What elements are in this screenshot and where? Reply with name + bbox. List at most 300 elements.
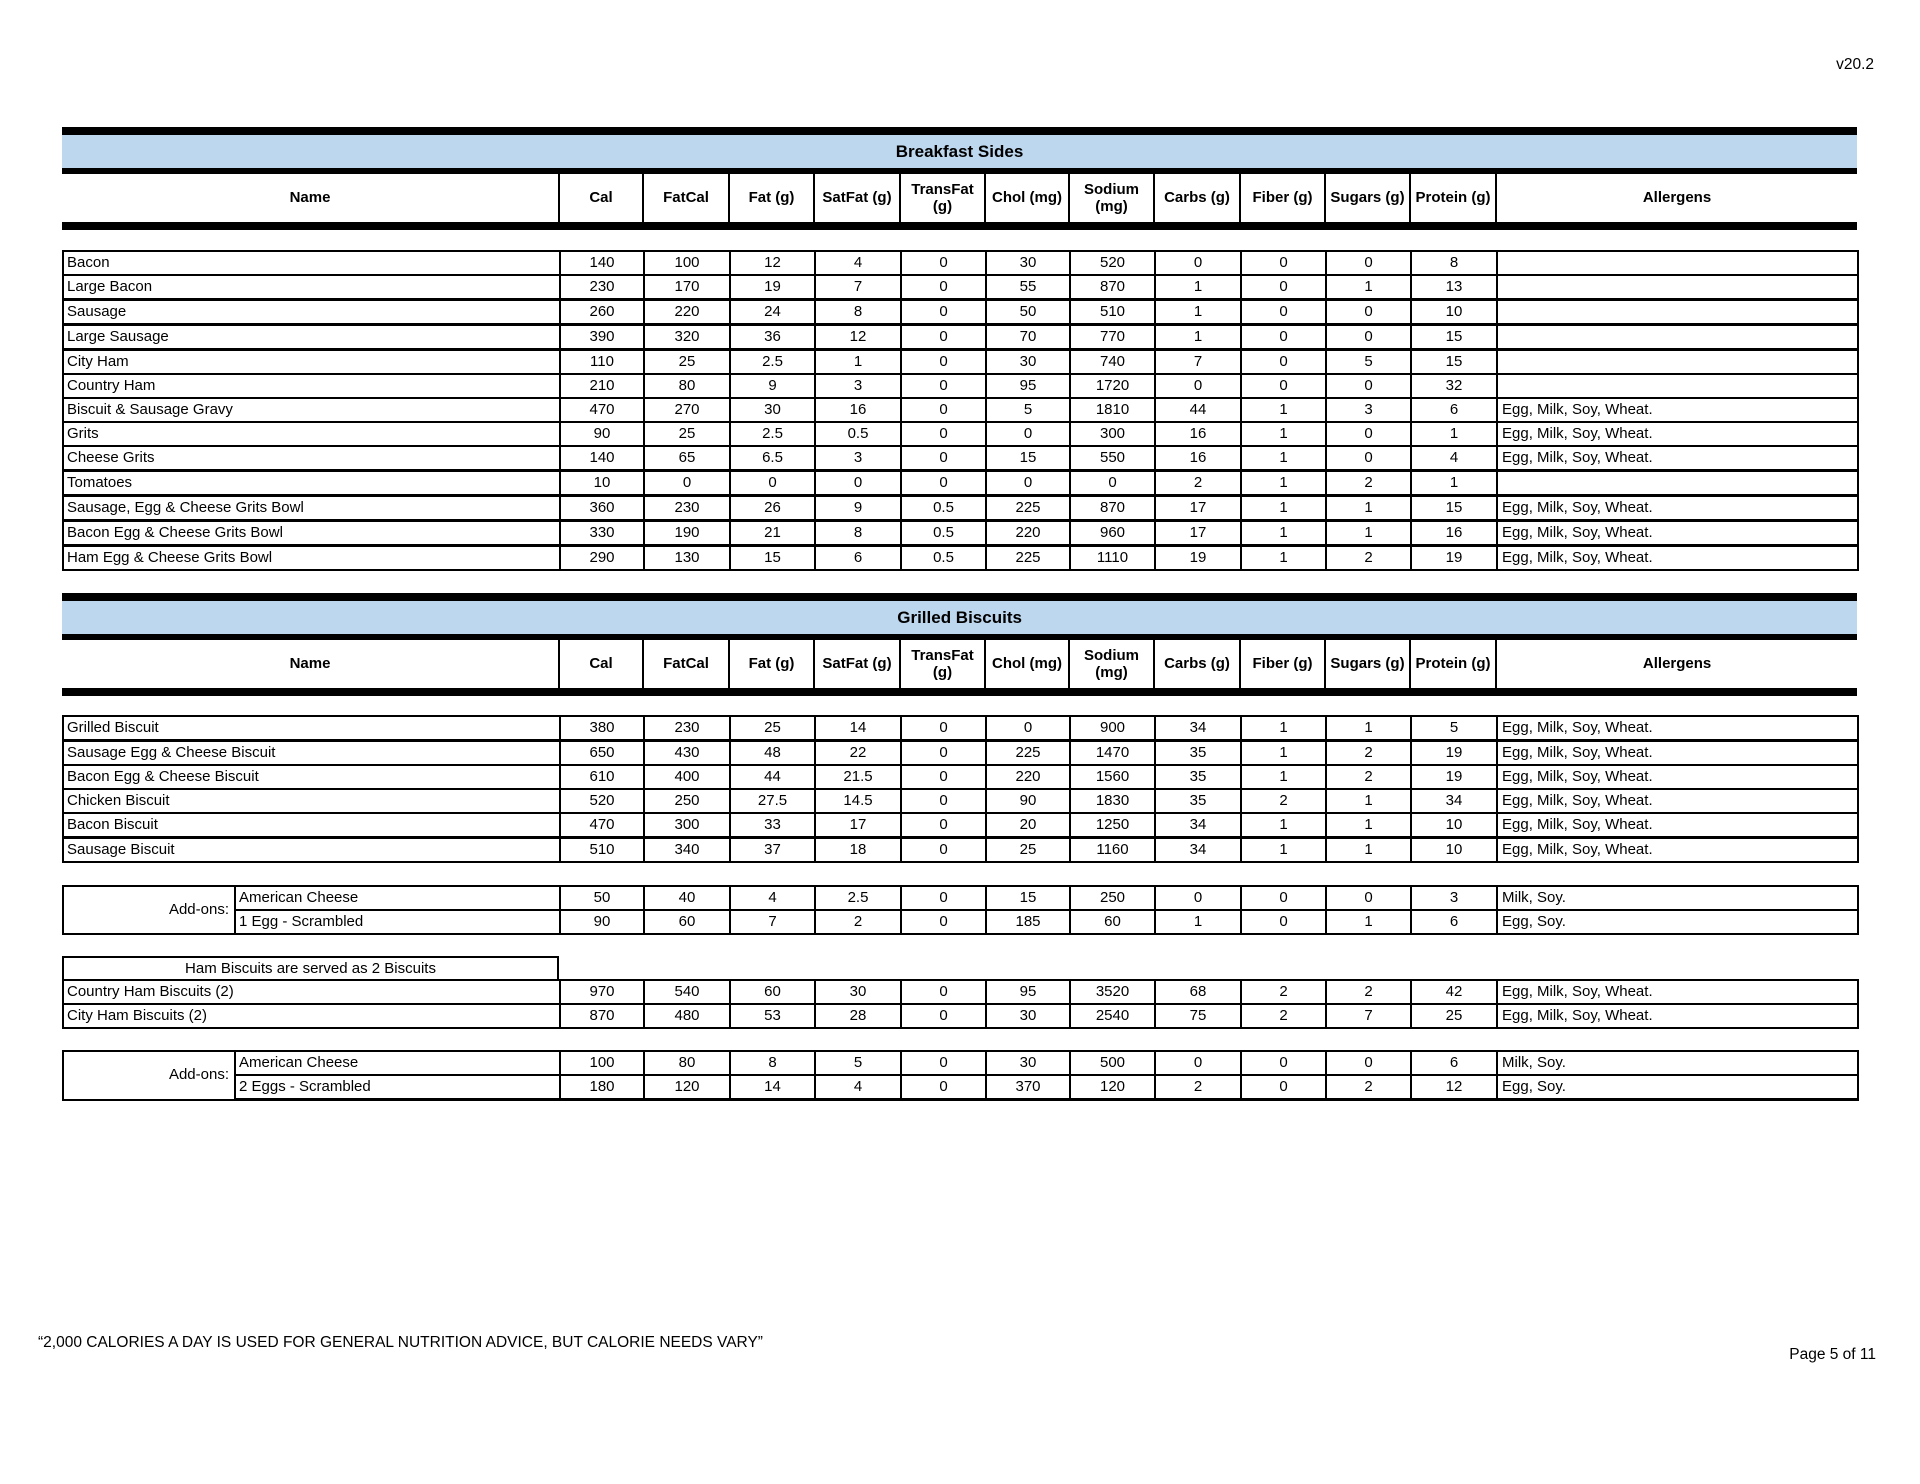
column-header-row: [62, 637, 1857, 692]
cell-transfat-g: 0: [901, 1004, 986, 1028]
cell-fatcal: 80: [644, 1051, 730, 1075]
cell-cal: 100: [560, 1051, 644, 1075]
cell-satfat-g: 14: [815, 716, 901, 741]
table-row: [63, 496, 1858, 521]
cell-fiber-g: 1: [1241, 446, 1326, 471]
cell-sodium-mg: 1560: [1070, 765, 1155, 789]
cell-transfat-g: 0: [901, 275, 986, 300]
cell-cal: 90: [560, 910, 644, 934]
cell-transfat-g: 0: [901, 374, 986, 398]
cell-carbs-g: 2: [1155, 471, 1241, 496]
cell-fatcal: 320: [644, 325, 730, 350]
cell-sodium-mg: 960: [1070, 521, 1155, 546]
cell-fatcal: 230: [644, 496, 730, 521]
cell-fiber-g: 1: [1241, 741, 1326, 766]
cell-chol-mg: 95: [986, 374, 1070, 398]
cell-chol-mg: 30: [986, 1051, 1070, 1075]
cell-name: Grits: [63, 422, 560, 446]
cell-carbs-g: 34: [1155, 838, 1241, 863]
cell-fatcal: 130: [644, 546, 730, 571]
cell-name: Sausage, Egg & Cheese Grits Bowl: [63, 496, 560, 521]
cell-transfat-g: 0: [901, 422, 986, 446]
column-header-satfat-g: SatFat (g): [814, 637, 900, 692]
cell-chol-mg: 30: [986, 251, 1070, 275]
cell-protein-g: 12: [1411, 1075, 1497, 1100]
column-header-sodium-mg: Sodium (mg): [1069, 171, 1154, 226]
table-row: [63, 741, 1858, 766]
cell-allergens: [1497, 374, 1858, 398]
cell-sodium-mg: 1160: [1070, 838, 1155, 863]
column-header-carbs-g: Carbs (g): [1154, 171, 1240, 226]
section-title: Grilled Biscuits: [62, 597, 1857, 637]
cell-sugars-g: 0: [1326, 886, 1411, 910]
cell-cal: 390: [560, 325, 644, 350]
cell-sugars-g: 0: [1326, 374, 1411, 398]
cell-fiber-g: 2: [1241, 1004, 1326, 1028]
cell-carbs-g: 0: [1155, 1051, 1241, 1075]
column-header-fat-g: Fat (g): [729, 171, 814, 226]
column-header-transfat-g: TransFat (g): [900, 171, 985, 226]
cell-satfat-g: 28: [815, 1004, 901, 1028]
cell-item-name: 2 Eggs - Scrambled: [235, 1075, 560, 1100]
page-number: Page 5 of 11: [1789, 1346, 1876, 1363]
cell-fiber-g: 1: [1241, 496, 1326, 521]
cell-fatcal: 400: [644, 765, 730, 789]
cell-carbs-g: 7: [1155, 350, 1241, 375]
cell-fat-g: 21: [730, 521, 815, 546]
table-row: [63, 789, 1858, 813]
table-row: [63, 251, 1858, 275]
version-label: v20.2: [1836, 56, 1874, 73]
table-row: [63, 546, 1858, 571]
cell-name: Bacon Egg & Cheese Grits Bowl: [63, 521, 560, 546]
table-row: [63, 910, 1858, 934]
column-header-cal: Cal: [559, 637, 643, 692]
cell-transfat-g: 0: [901, 741, 986, 766]
cell-chol-mg: 0: [986, 716, 1070, 741]
cell-satfat-g: 3: [815, 446, 901, 471]
cell-transfat-g: 0: [901, 716, 986, 741]
column-header-fiber-g: Fiber (g): [1240, 171, 1325, 226]
cell-name: Large Sausage: [63, 325, 560, 350]
cell-carbs-g: 0: [1155, 251, 1241, 275]
cell-cal: 260: [560, 300, 644, 325]
cell-protein-g: 5: [1411, 716, 1497, 741]
cell-satfat-g: 8: [815, 300, 901, 325]
table-row: [63, 350, 1858, 375]
cell-sodium-mg: 1110: [1070, 546, 1155, 571]
cell-name: Tomatoes: [63, 471, 560, 496]
cell-fatcal: 540: [644, 980, 730, 1004]
cell-fatcal: 120: [644, 1075, 730, 1100]
cell-chol-mg: 55: [986, 275, 1070, 300]
cell-chol-mg: 225: [986, 496, 1070, 521]
column-header-row: [62, 171, 1857, 226]
cell-fiber-g: 2: [1241, 789, 1326, 813]
column-header-sugars-g: Sugars (g): [1325, 637, 1410, 692]
cell-protein-g: 6: [1411, 1051, 1497, 1075]
cell-cal: 610: [560, 765, 644, 789]
cell-sugars-g: 1: [1326, 716, 1411, 741]
cell-cal: 140: [560, 251, 644, 275]
cell-fat-g: 14: [730, 1075, 815, 1100]
cell-sugars-g: 1: [1326, 789, 1411, 813]
cell-protein-g: 1: [1411, 471, 1497, 496]
cell-allergens: Egg, Milk, Soy, Wheat.: [1497, 1004, 1858, 1028]
cell-fat-g: 27.5: [730, 789, 815, 813]
cell-fatcal: 230: [644, 716, 730, 741]
column-header-sugars-g: Sugars (g): [1325, 171, 1410, 226]
column-header-sodium-mg: Sodium (mg): [1069, 637, 1154, 692]
cell-transfat-g: 0: [901, 910, 986, 934]
cell-item-name: American Cheese: [235, 886, 560, 910]
cell-chol-mg: 30: [986, 350, 1070, 375]
cell-fatcal: 25: [644, 422, 730, 446]
cell-allergens: Egg, Milk, Soy, Wheat.: [1497, 838, 1858, 863]
cell-allergens: [1497, 471, 1858, 496]
section-title-row: [62, 131, 1857, 171]
cell-carbs-g: 35: [1155, 765, 1241, 789]
cell-protein-g: 6: [1411, 910, 1497, 934]
cell-cal: 870: [560, 1004, 644, 1028]
cell-name: City Ham Biscuits (2): [63, 1004, 560, 1028]
cell-item-name: 1 Egg - Scrambled: [235, 910, 560, 934]
cell-fiber-g: 1: [1241, 521, 1326, 546]
cell-carbs-g: 0: [1155, 886, 1241, 910]
cell-sodium-mg: 0: [1070, 471, 1155, 496]
cell-fatcal: 40: [644, 886, 730, 910]
cell-name: Bacon: [63, 251, 560, 275]
cell-chol-mg: 20: [986, 813, 1070, 838]
cell-protein-g: 3: [1411, 886, 1497, 910]
cell-fiber-g: 0: [1241, 275, 1326, 300]
cell-sodium-mg: 2540: [1070, 1004, 1155, 1028]
cell-sugars-g: 5: [1326, 350, 1411, 375]
cell-cal: 10: [560, 471, 644, 496]
table-row: [63, 300, 1858, 325]
cell-cal: 210: [560, 374, 644, 398]
cell-chol-mg: 30: [986, 1004, 1070, 1028]
cell-name: Ham Egg & Cheese Grits Bowl: [63, 546, 560, 571]
cell-allergens: Egg, Milk, Soy, Wheat.: [1497, 398, 1858, 422]
addons-label: Add-ons:: [63, 1051, 235, 1100]
cell-transfat-g: 0: [901, 813, 986, 838]
cell-fiber-g: 0: [1241, 910, 1326, 934]
column-header-allergens: Allergens: [1496, 637, 1857, 692]
cell-carbs-g: 34: [1155, 813, 1241, 838]
cell-fatcal: 220: [644, 300, 730, 325]
cell-protein-g: 15: [1411, 350, 1497, 375]
table-row: [63, 716, 1858, 741]
cell-allergens: Milk, Soy.: [1497, 886, 1858, 910]
cell-protein-g: 15: [1411, 496, 1497, 521]
cell-protein-g: 42: [1411, 980, 1497, 1004]
cell-sugars-g: 0: [1326, 422, 1411, 446]
cell-chol-mg: 220: [986, 521, 1070, 546]
cell-satfat-g: 14.5: [815, 789, 901, 813]
cell-carbs-g: 68: [1155, 980, 1241, 1004]
cell-fat-g: 53: [730, 1004, 815, 1028]
addons-label: Add-ons:: [63, 886, 235, 934]
grilled-biscuits-header-table: [62, 593, 1857, 696]
cell-cal: 180: [560, 1075, 644, 1100]
cell-carbs-g: 1: [1155, 325, 1241, 350]
cell-fiber-g: 1: [1241, 546, 1326, 571]
cell-transfat-g: 0: [901, 325, 986, 350]
column-header-carbs-g: Carbs (g): [1154, 637, 1240, 692]
cell-protein-g: 10: [1411, 838, 1497, 863]
cell-name: Sausage Biscuit: [63, 838, 560, 863]
table-row: [63, 521, 1858, 546]
cell-sodium-mg: 1830: [1070, 789, 1155, 813]
cell-cal: 50: [560, 886, 644, 910]
cell-carbs-g: 2: [1155, 1075, 1241, 1100]
cell-satfat-g: 0: [815, 471, 901, 496]
breakfast-sides-table: [62, 250, 1859, 571]
cell-sugars-g: 1: [1326, 521, 1411, 546]
cell-fat-g: 8: [730, 1051, 815, 1075]
cell-sodium-mg: 1250: [1070, 813, 1155, 838]
cell-carbs-g: 35: [1155, 789, 1241, 813]
table-row: [63, 422, 1858, 446]
cell-sodium-mg: 740: [1070, 350, 1155, 375]
cell-fat-g: 12: [730, 251, 815, 275]
cell-carbs-g: 44: [1155, 398, 1241, 422]
cell-allergens: Egg, Milk, Soy, Wheat.: [1497, 741, 1858, 766]
cell-chol-mg: 15: [986, 446, 1070, 471]
cell-protein-g: 25: [1411, 1004, 1497, 1028]
table-row: [63, 980, 1858, 1004]
cell-name: Country Ham Biscuits (2): [63, 980, 560, 1004]
cell-allergens: [1497, 275, 1858, 300]
column-header-chol-mg: Chol (mg): [985, 637, 1069, 692]
cell-chol-mg: 95: [986, 980, 1070, 1004]
cell-fatcal: 60: [644, 910, 730, 934]
cell-transfat-g: 0: [901, 980, 986, 1004]
table-row: [63, 1075, 1858, 1100]
cell-transfat-g: 0: [901, 300, 986, 325]
cell-cal: 330: [560, 521, 644, 546]
spacer: [62, 230, 1857, 250]
cell-fat-g: 15: [730, 546, 815, 571]
column-header-fatcal: FatCal: [643, 171, 729, 226]
spacer: [62, 696, 1857, 715]
cell-sodium-mg: 550: [1070, 446, 1155, 471]
table-row: [63, 374, 1858, 398]
cell-sodium-mg: 3520: [1070, 980, 1155, 1004]
cell-satfat-g: 12: [815, 325, 901, 350]
footer-quote: “2,000 CALORIES A DAY IS USED FOR GENERAL NUTRITION ADVICE, BUT CALORIE NEEDS VARY”: [38, 1334, 763, 1351]
cell-allergens: Egg, Milk, Soy, Wheat.: [1497, 980, 1858, 1004]
cell-fat-g: 25: [730, 716, 815, 741]
cell-fat-g: 44: [730, 765, 815, 789]
cell-fatcal: 65: [644, 446, 730, 471]
cell-name: Sausage Egg & Cheese Biscuit: [63, 741, 560, 766]
cell-transfat-g: 0.5: [901, 496, 986, 521]
cell-sugars-g: 2: [1326, 765, 1411, 789]
cell-transfat-g: 0: [901, 838, 986, 863]
cell-allergens: [1497, 325, 1858, 350]
cell-sodium-mg: 1720: [1070, 374, 1155, 398]
cell-cal: 650: [560, 741, 644, 766]
cell-fat-g: 19: [730, 275, 815, 300]
cell-allergens: Egg, Milk, Soy, Wheat.: [1497, 765, 1858, 789]
cell-carbs-g: 34: [1155, 716, 1241, 741]
cell-allergens: Egg, Milk, Soy, Wheat.: [1497, 813, 1858, 838]
table-row: [63, 886, 1858, 910]
cell-fiber-g: 1: [1241, 471, 1326, 496]
cell-chol-mg: 5: [986, 398, 1070, 422]
cell-fiber-g: 1: [1241, 813, 1326, 838]
cell-fat-g: 24: [730, 300, 815, 325]
cell-fat-g: 4: [730, 886, 815, 910]
cell-transfat-g: 0: [901, 765, 986, 789]
cell-name: Grilled Biscuit: [63, 716, 560, 741]
cell-fiber-g: 0: [1241, 251, 1326, 275]
table-row: [63, 1004, 1858, 1028]
cell-carbs-g: 17: [1155, 496, 1241, 521]
section-title: Breakfast Sides: [62, 131, 1857, 171]
cell-fat-g: 7: [730, 910, 815, 934]
cell-chol-mg: 15: [986, 886, 1070, 910]
column-header-satfat-g: SatFat (g): [814, 171, 900, 226]
cell-protein-g: 19: [1411, 765, 1497, 789]
cell-sugars-g: 2: [1326, 1075, 1411, 1100]
table-row: [63, 1051, 1858, 1075]
cell-chol-mg: 50: [986, 300, 1070, 325]
cell-carbs-g: 75: [1155, 1004, 1241, 1028]
cell-sodium-mg: 870: [1070, 275, 1155, 300]
cell-transfat-g: 0: [901, 1051, 986, 1075]
cell-fatcal: 80: [644, 374, 730, 398]
cell-fatcal: 300: [644, 813, 730, 838]
cell-cal: 380: [560, 716, 644, 741]
cell-protein-g: 15: [1411, 325, 1497, 350]
cell-protein-g: 19: [1411, 741, 1497, 766]
cell-name: Cheese Grits: [63, 446, 560, 471]
column-header-fiber-g: Fiber (g): [1240, 637, 1325, 692]
cell-satfat-g: 2: [815, 910, 901, 934]
cell-name: Bacon Egg & Cheese Biscuit: [63, 765, 560, 789]
spacer: [62, 1029, 1857, 1050]
cell-item-name: American Cheese: [235, 1051, 560, 1075]
cell-protein-g: 32: [1411, 374, 1497, 398]
cell-chol-mg: 370: [986, 1075, 1070, 1100]
cell-sodium-mg: 870: [1070, 496, 1155, 521]
cell-sodium-mg: 1810: [1070, 398, 1155, 422]
column-header-fatcal: FatCal: [643, 637, 729, 692]
cell-sugars-g: 0: [1326, 251, 1411, 275]
cell-chol-mg: 220: [986, 765, 1070, 789]
cell-allergens: Egg, Soy.: [1497, 1075, 1858, 1100]
cell-satfat-g: 1: [815, 350, 901, 375]
cell-name: Chicken Biscuit: [63, 789, 560, 813]
cell-carbs-g: 1: [1155, 275, 1241, 300]
cell-chol-mg: 90: [986, 789, 1070, 813]
cell-chol-mg: 225: [986, 741, 1070, 766]
cell-chol-mg: 225: [986, 546, 1070, 571]
cell-sodium-mg: 900: [1070, 716, 1155, 741]
cell-allergens: Egg, Milk, Soy, Wheat.: [1497, 521, 1858, 546]
cell-sugars-g: 1: [1326, 910, 1411, 934]
cell-sodium-mg: 60: [1070, 910, 1155, 934]
cell-transfat-g: 0: [901, 471, 986, 496]
ham-biscuits-table: [62, 979, 1859, 1029]
cell-cal: 110: [560, 350, 644, 375]
cell-protein-g: 4: [1411, 446, 1497, 471]
cell-satfat-g: 16: [815, 398, 901, 422]
cell-sugars-g: 2: [1326, 741, 1411, 766]
cell-carbs-g: 35: [1155, 741, 1241, 766]
cell-transfat-g: 0: [901, 1075, 986, 1100]
cell-fat-g: 2.5: [730, 350, 815, 375]
cell-chol-mg: 0: [986, 471, 1070, 496]
cell-fatcal: 480: [644, 1004, 730, 1028]
cell-satfat-g: 8: [815, 521, 901, 546]
cell-cal: 360: [560, 496, 644, 521]
column-header-name: Name: [62, 637, 559, 692]
cell-name: City Ham: [63, 350, 560, 375]
cell-name: Sausage: [63, 300, 560, 325]
cell-carbs-g: 1: [1155, 910, 1241, 934]
cell-fiber-g: 0: [1241, 300, 1326, 325]
cell-allergens: Egg, Soy.: [1497, 910, 1858, 934]
table-row: [63, 398, 1858, 422]
cell-fiber-g: 0: [1241, 1075, 1326, 1100]
column-header-cal: Cal: [559, 171, 643, 226]
cell-allergens: Milk, Soy.: [1497, 1051, 1858, 1075]
table-row: [63, 446, 1858, 471]
cell-fat-g: 2.5: [730, 422, 815, 446]
cell-carbs-g: 19: [1155, 546, 1241, 571]
cell-sugars-g: 1: [1326, 838, 1411, 863]
cell-fatcal: 250: [644, 789, 730, 813]
cell-fiber-g: 0: [1241, 325, 1326, 350]
cell-allergens: [1497, 350, 1858, 375]
cell-satfat-g: 6: [815, 546, 901, 571]
table-row: [63, 813, 1858, 838]
cell-sugars-g: 1: [1326, 275, 1411, 300]
cell-fat-g: 37: [730, 838, 815, 863]
cell-fat-g: 0: [730, 471, 815, 496]
cell-allergens: Egg, Milk, Soy, Wheat.: [1497, 496, 1858, 521]
cell-fiber-g: 1: [1241, 398, 1326, 422]
cell-satfat-g: 22: [815, 741, 901, 766]
cell-sugars-g: 7: [1326, 1004, 1411, 1028]
cell-fiber-g: 1: [1241, 422, 1326, 446]
cell-fiber-g: 0: [1241, 374, 1326, 398]
cell-fatcal: 190: [644, 521, 730, 546]
cell-sugars-g: 2: [1326, 471, 1411, 496]
cell-carbs-g: 16: [1155, 422, 1241, 446]
cell-protein-g: 1: [1411, 422, 1497, 446]
cell-sodium-mg: 300: [1070, 422, 1155, 446]
cell-carbs-g: 17: [1155, 521, 1241, 546]
cell-fat-g: 30: [730, 398, 815, 422]
cell-chol-mg: 0: [986, 422, 1070, 446]
cell-fat-g: 48: [730, 741, 815, 766]
cell-protein-g: 6: [1411, 398, 1497, 422]
cell-allergens: Egg, Milk, Soy, Wheat.: [1497, 546, 1858, 571]
cell-sodium-mg: 510: [1070, 300, 1155, 325]
cell-transfat-g: 0.5: [901, 546, 986, 571]
cell-fiber-g: 0: [1241, 1051, 1326, 1075]
cell-sodium-mg: 120: [1070, 1075, 1155, 1100]
cell-carbs-g: 1: [1155, 300, 1241, 325]
tables-container: [62, 127, 1857, 1101]
cell-allergens: Egg, Milk, Soy, Wheat.: [1497, 446, 1858, 471]
cell-fat-g: 36: [730, 325, 815, 350]
